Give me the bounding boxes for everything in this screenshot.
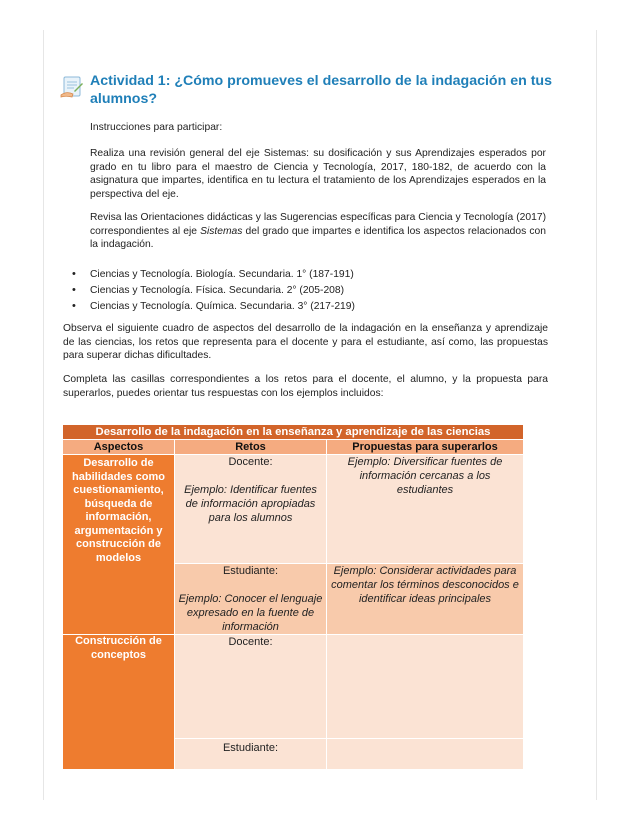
table-title: Desarrollo de la indagación en la enseñanza y aprendizaje de las ciencias bbox=[63, 425, 524, 440]
conceptos-propuesta-estudiante-cell[interactable] bbox=[327, 739, 524, 770]
conceptos-propuesta-docente-cell[interactable] bbox=[327, 635, 524, 739]
instructions-label: Instrucciones para participar: bbox=[90, 122, 223, 133]
reto-estudiante-cell[interactable] bbox=[175, 564, 327, 635]
propuesta-estudiante-example: Ejemplo: Considerar actividades para comentar los términos desconocidos e identificar ideas principales bbox=[331, 565, 519, 605]
list-item: • Ciencias y Tecnología. Física. Secundaria. 2° (205-208) bbox=[70, 284, 540, 298]
page-border-left bbox=[43, 30, 44, 800]
docente-label: Docente: bbox=[228, 456, 273, 468]
activity-title: Actividad 1: ¿Cómo promueves el desarrollo de la indagación en tus alumnos? bbox=[90, 73, 552, 107]
header-retos: Retos bbox=[175, 440, 327, 455]
reto-docente-example: Ejemplo: Identificar fuentes de información apropiadas para los alumnos bbox=[184, 484, 317, 524]
conceptos-estudiante-cell[interactable] bbox=[175, 739, 327, 770]
paragraph-completa: Completa las casillas correspondientes a los retos para el docente, el alumno, y la propuesta para superarlos, puedes orientar tus respuestas con los ejemplos incluidos: bbox=[63, 374, 548, 399]
reto-docente-cell[interactable] bbox=[175, 455, 327, 564]
table-row bbox=[63, 455, 524, 564]
propuesta-estudiante-cell[interactable] bbox=[327, 564, 524, 635]
inquiry-table bbox=[62, 424, 524, 770]
paragraph-orientaciones-after: del grado que impartes e identifica los aspectos relacionados con la indagación. bbox=[90, 225, 546, 250]
paragraph-eje-sistemas: Realiza una revisión general del eje Sistemas: su dosificación y sus Aprendizajes esperados por grado en tu libro para el maestro de Ciencia y Tecnología, 2017, 180-182, de acuerdo con la asignatura que impartes, identifica en tu lectura el tratamiento de los Aprendizajes esperados en la perspectiva del eje. bbox=[90, 148, 546, 200]
estudiante-label: Estudiante: bbox=[222, 742, 279, 754]
propuesta-docente-example: Ejemplo: Diversificar fuentes de información cercanas a los estudiantes bbox=[347, 456, 503, 496]
list-item: • Ciencias y Tecnología. Biología. Secundaria. 1° (187-191) bbox=[70, 268, 540, 282]
docente-label: Docente: bbox=[228, 636, 273, 648]
notepad-pencil-icon bbox=[60, 74, 84, 98]
paragraph-observa: Observa el siguiente cuadro de aspectos del desarrollo de la indagación en la enseñanza y aprendizaje de las ciencias, los retos que representa para el docente y para el estudiante, así como, las propuestas para superar dichas dificultades. bbox=[63, 323, 548, 361]
paragraph-orientaciones-before: Revisa las Orientaciones didácticas y las Sugerencias específicas para Ciencia y Tecnología (2017) correspondientes al eje bbox=[90, 212, 546, 237]
aspect-conceptos: Construcción de conceptos bbox=[63, 635, 175, 770]
page-border-right bbox=[596, 30, 597, 800]
table-title-row bbox=[63, 425, 524, 440]
conceptos-docente-cell[interactable] bbox=[175, 635, 327, 739]
aspect-habilidades: Desarrollo de habilidades como cuestionamiento, búsqueda de información, argumentación y construcción de modelos bbox=[63, 455, 175, 635]
paragraph-orientaciones bbox=[90, 211, 546, 252]
propuesta-docente-cell[interactable] bbox=[327, 455, 524, 564]
bullet-list bbox=[70, 268, 540, 316]
table-header-row bbox=[63, 440, 524, 455]
estudiante-label: Estudiante: bbox=[222, 565, 279, 577]
header-propuestas: Propuestas para superarlos bbox=[327, 440, 524, 455]
list-item: • Ciencias y Tecnología. Química. Secundaria. 3° (217-219) bbox=[70, 300, 540, 314]
sistemas-italic: Sistemas bbox=[200, 225, 243, 237]
table-row bbox=[63, 635, 524, 739]
header-aspectos: Aspectos bbox=[63, 440, 175, 455]
reto-estudiante-example: Ejemplo: Conocer el lenguaje expresado en la fuente de información bbox=[178, 593, 323, 633]
